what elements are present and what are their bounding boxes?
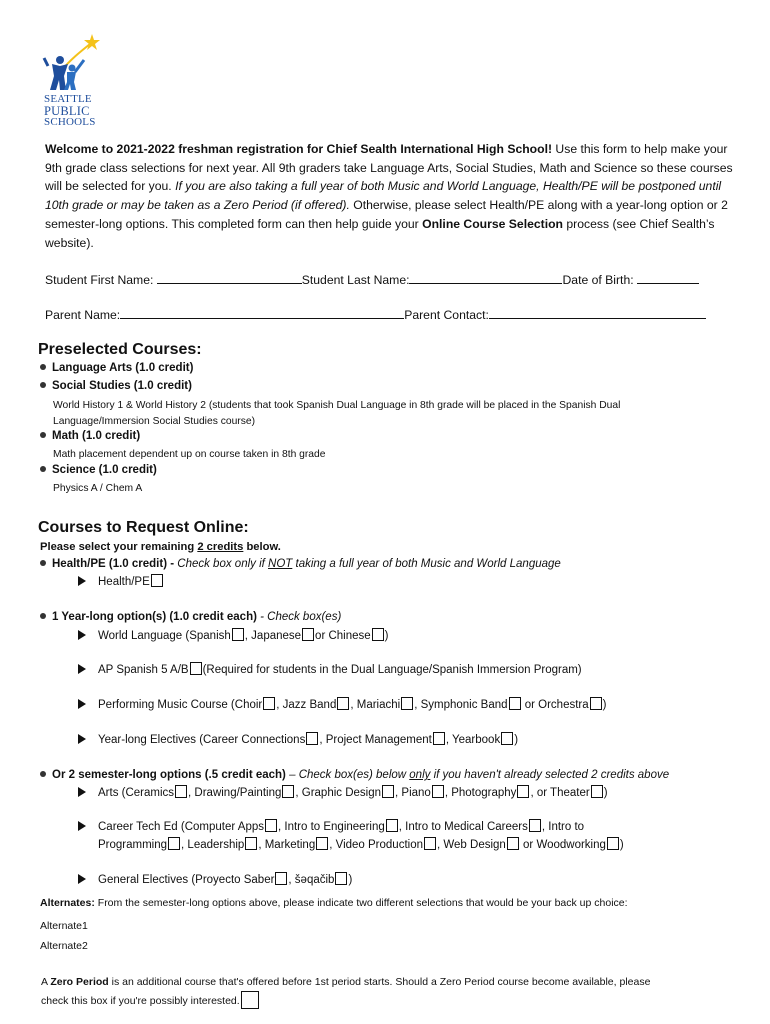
mariachi-checkbox[interactable] (401, 697, 413, 710)
logo-line-2: PUBLIC (44, 104, 90, 118)
ap-spanish-label: AP Spanish 5 A/B (98, 664, 189, 676)
logo-line-3: SCHOOLS (44, 116, 96, 128)
alternates-text: From the semester-long options above, please indicate two different selections that would be your back up choice: (94, 897, 628, 909)
orchestra-label: or Orchestra (521, 699, 589, 711)
year-long-heading: 1 Year-long option(s) (1.0 credit each) (52, 611, 257, 623)
bullet-social-studies (40, 380, 192, 392)
semester-long-heading: Or 2 semester-long options (.5 credit each) (52, 769, 286, 781)
health-pe-option (78, 574, 164, 591)
graphic-design-checkbox[interactable] (382, 785, 394, 798)
health-pe-checkbox[interactable] (151, 574, 163, 587)
seqacib-checkbox[interactable] (335, 872, 347, 885)
social-studies-note: World History 1 & World History 2 (students that took Spanish Dual Language in 8th grade will be placed in the Spanish Dual Language/Immersion Social Studies course) (53, 400, 621, 427)
career-connections-checkbox[interactable] (306, 732, 318, 745)
wl-chinese-label: or Chinese (315, 630, 371, 642)
math-label: Math (1.0 credit) (52, 430, 141, 442)
arrow-bullet-icon (78, 699, 86, 709)
pm-close-paren: ) (602, 699, 607, 711)
project-management-label: , Project Management (319, 734, 432, 746)
bullet-year-long (40, 611, 341, 623)
jazz-band-checkbox[interactable] (337, 697, 349, 710)
alternate-1-field[interactable]: Alternate1 (40, 920, 88, 932)
marketing-label: , Marketing (258, 839, 316, 851)
project-management-checkbox[interactable] (433, 732, 445, 745)
logo-figures-icon (40, 30, 110, 92)
arrow-bullet-icon (78, 787, 86, 797)
ge-close-paren: ) (348, 874, 353, 886)
arts-close-paren: ) (603, 787, 608, 799)
intro-paragraph (45, 140, 735, 252)
symphonic-band-checkbox[interactable] (509, 697, 521, 710)
arrow-bullet-icon (78, 664, 86, 674)
programming-checkbox[interactable] (168, 837, 180, 850)
ct-close-paren: ) (619, 839, 624, 851)
science-note: Physics A / Chem A (53, 483, 143, 494)
ap-spanish-note: (Required for students in the Dual Language/Spanish Immersion Program) (202, 664, 582, 676)
bullet-science (40, 464, 157, 476)
choir-label: Performing Music Course (Choir (98, 699, 263, 711)
intro-engineering-checkbox[interactable] (386, 819, 398, 832)
video-production-checkbox[interactable] (424, 837, 436, 850)
woodworking-label: or Woodworking (519, 839, 606, 851)
theater-label: , or Theater (530, 787, 590, 799)
health-pe-heading: Health/PE (1.0 credit) - (52, 558, 178, 570)
piano-checkbox[interactable] (432, 785, 444, 798)
zero-period-checkbox[interactable] (241, 991, 259, 1009)
photography-label: , Photography (444, 787, 517, 799)
select-credits-instruction (40, 541, 281, 553)
japanese-checkbox[interactable] (302, 628, 314, 641)
parent-contact-field[interactable] (489, 306, 706, 319)
health-instruction-1: Check box only if (177, 558, 269, 570)
ap-spanish-checkbox[interactable] (190, 662, 202, 675)
arts-option (78, 785, 608, 802)
student-fields-row (45, 271, 735, 287)
graphic-design-label: , Graphic Design (295, 787, 382, 799)
proyecto-saber-label: General Electives (Proyecto Saber (98, 874, 275, 886)
alternates-instruction (40, 897, 628, 909)
alternates-label: Alternates: (40, 897, 95, 909)
intro-text-3: process (see Chief Sealth’s website). (45, 216, 715, 250)
intro-engineering-label: , Intro to Engineering (277, 821, 385, 833)
bullet-health-pe (40, 558, 561, 570)
health-pe-label: Health/PE (98, 576, 150, 588)
video-production-label: , Video Production (329, 839, 423, 851)
wl-close-paren: ) (384, 630, 389, 642)
yearbook-label: , Yearbook (445, 734, 501, 746)
jazz-band-label: , Jazz Band (276, 699, 337, 711)
intro-text-1: Use this form to help make your 9th grade class selections for next year. All 9th graders take Language Arts, Social Studies, Math and Science so these courses will be selected for you. (45, 142, 733, 194)
computer-apps-label: Career Tech Ed (Computer Apps (98, 821, 264, 833)
bullet-icon (40, 560, 46, 566)
wl-japanese-label: , Japanese (244, 630, 302, 642)
health-not-text: NOT (268, 558, 293, 570)
intro-italic-note: If you are also taking a full year of both Music and World Language, Health/PE will be postponed until 10th grade or may be taken as a Zero Period (if offered). (45, 179, 722, 213)
intro-to-label: , Intro to (541, 821, 585, 833)
year-long-electives-option (78, 732, 518, 749)
ceramics-checkbox[interactable] (175, 785, 187, 798)
zero-period-check-text: check this box if you're possibly interested. (41, 994, 240, 1007)
bullet-icon (40, 432, 46, 438)
symphonic-band-label: , Symphonic Band (414, 699, 508, 711)
zero-period-line-2 (41, 992, 260, 1010)
career-tech-option (78, 819, 584, 836)
parent-contact-label: Parent Contact: (404, 308, 489, 322)
arrow-bullet-icon (78, 734, 86, 744)
programming-label: Programming (98, 839, 168, 851)
alternate-2-field[interactable]: Alternate2 (40, 940, 88, 952)
zero-period-text: is an additional course that's offered before 1st period starts. Should a Zero Period course become available, please (108, 976, 651, 988)
spanish-checkbox[interactable] (232, 628, 244, 641)
web-design-label: , Web Design (437, 839, 506, 851)
intro-bold-lead: Welcome to 2021-2022 freshman registration for Chief Sealth International High School! (45, 142, 553, 156)
ceramics-label: Arts (Ceramics (98, 787, 175, 799)
seattle-public-schools-logo (40, 30, 110, 134)
zero-period-bold: Zero Period (50, 976, 109, 988)
bullet-icon (40, 613, 46, 619)
orchestra-checkbox[interactable] (590, 697, 602, 710)
arrow-bullet-icon (78, 821, 86, 831)
courses-online-heading: Courses to Request Online: (38, 519, 249, 536)
intro-online-course-selection: Online Course Selection (422, 216, 563, 231)
mariachi-label: , Mariachi (350, 699, 401, 711)
general-electives-option (78, 872, 352, 889)
semester-only-text: only (409, 769, 431, 781)
parent-fields-row (45, 306, 735, 322)
intro-text-2: Otherwise, please select Health/PE along with a year-long option or 2 semester-long options. This completed form can then help guide your (45, 198, 728, 231)
social-studies-label: Social Studies (1.0 credit) (52, 380, 192, 392)
dob-label: Date of Birth: (562, 273, 634, 287)
ap-spanish-option (78, 662, 582, 679)
language-arts-label: Language Arts (1.0 credit) (52, 362, 194, 374)
math-note: Math placement dependent up on course taken in 8th grade (53, 449, 326, 460)
leadership-label: , Leadership (181, 839, 245, 851)
zero-a: A (41, 976, 51, 988)
photography-checkbox[interactable] (517, 785, 529, 798)
seqacib-label: , šəqačib (288, 874, 335, 886)
chinese-checkbox[interactable] (372, 628, 384, 641)
drawing-painting-checkbox[interactable] (282, 785, 294, 798)
drawing-painting-label: , Drawing/Painting (188, 787, 282, 799)
piano-label: , Piano (395, 787, 431, 799)
last-name-label: Student Last Name: (301, 273, 410, 287)
career-connections-label: Year-long Electives (Career Connections (98, 734, 306, 746)
bullet-icon (40, 466, 46, 472)
science-label: Science (1.0 credit) (52, 464, 157, 476)
web-design-checkbox[interactable] (507, 837, 519, 850)
below-text: below. (243, 541, 281, 553)
bullet-icon (40, 382, 46, 388)
first-name-field[interactable] (157, 271, 302, 284)
intro-medical-checkbox[interactable] (529, 819, 541, 832)
intro-medical-label: , Intro to Medical Careers (398, 821, 528, 833)
zero-period-line-1 (41, 976, 650, 988)
computer-apps-checkbox[interactable] (265, 819, 277, 832)
marketing-checkbox[interactable] (316, 837, 328, 850)
world-language-option (78, 628, 389, 645)
preselected-courses-heading: Preselected Courses: (38, 341, 202, 358)
semester-instruction-2: if you haven't already selected 2 credits above (430, 769, 670, 781)
choir-checkbox[interactable] (263, 697, 275, 710)
logo-wordmark (44, 94, 96, 128)
health-instruction-2: taking a full year of both Music and World Language (292, 558, 561, 570)
theater-checkbox[interactable] (591, 785, 603, 798)
leadership-checkbox[interactable] (245, 837, 257, 850)
bullet-language-arts (40, 362, 193, 374)
bullet-math (40, 430, 140, 442)
please-select-text: Please select your remaining (40, 541, 198, 553)
bullet-icon (40, 364, 46, 370)
arrow-bullet-icon (78, 576, 86, 586)
parent-name-label: Parent Name: (45, 308, 121, 322)
two-credits-text: 2 credits (197, 541, 244, 553)
bullet-icon (40, 771, 46, 777)
first-name-label: Student First Name: (45, 273, 154, 287)
ye-close-paren: ) (514, 734, 519, 746)
dob-field[interactable] (637, 271, 699, 284)
wl-spanish-label: World Language (Spanish (98, 630, 231, 642)
parent-name-field[interactable] (120, 306, 404, 319)
arrow-bullet-icon (78, 630, 86, 640)
yearbook-checkbox[interactable] (501, 732, 513, 745)
woodworking-checkbox[interactable] (607, 837, 619, 850)
career-tech-option-line2 (98, 837, 624, 854)
arrow-bullet-icon (78, 874, 86, 884)
logo-line-1: SEATTLE (44, 93, 92, 105)
semester-instruction-1: – Check box(es) below (285, 769, 410, 781)
last-name-field[interactable] (409, 271, 562, 284)
proyecto-saber-checkbox[interactable] (275, 872, 287, 885)
year-long-instruction: - Check box(es) (256, 611, 342, 623)
bullet-semester-long (40, 769, 669, 781)
performing-music-option (78, 697, 607, 714)
